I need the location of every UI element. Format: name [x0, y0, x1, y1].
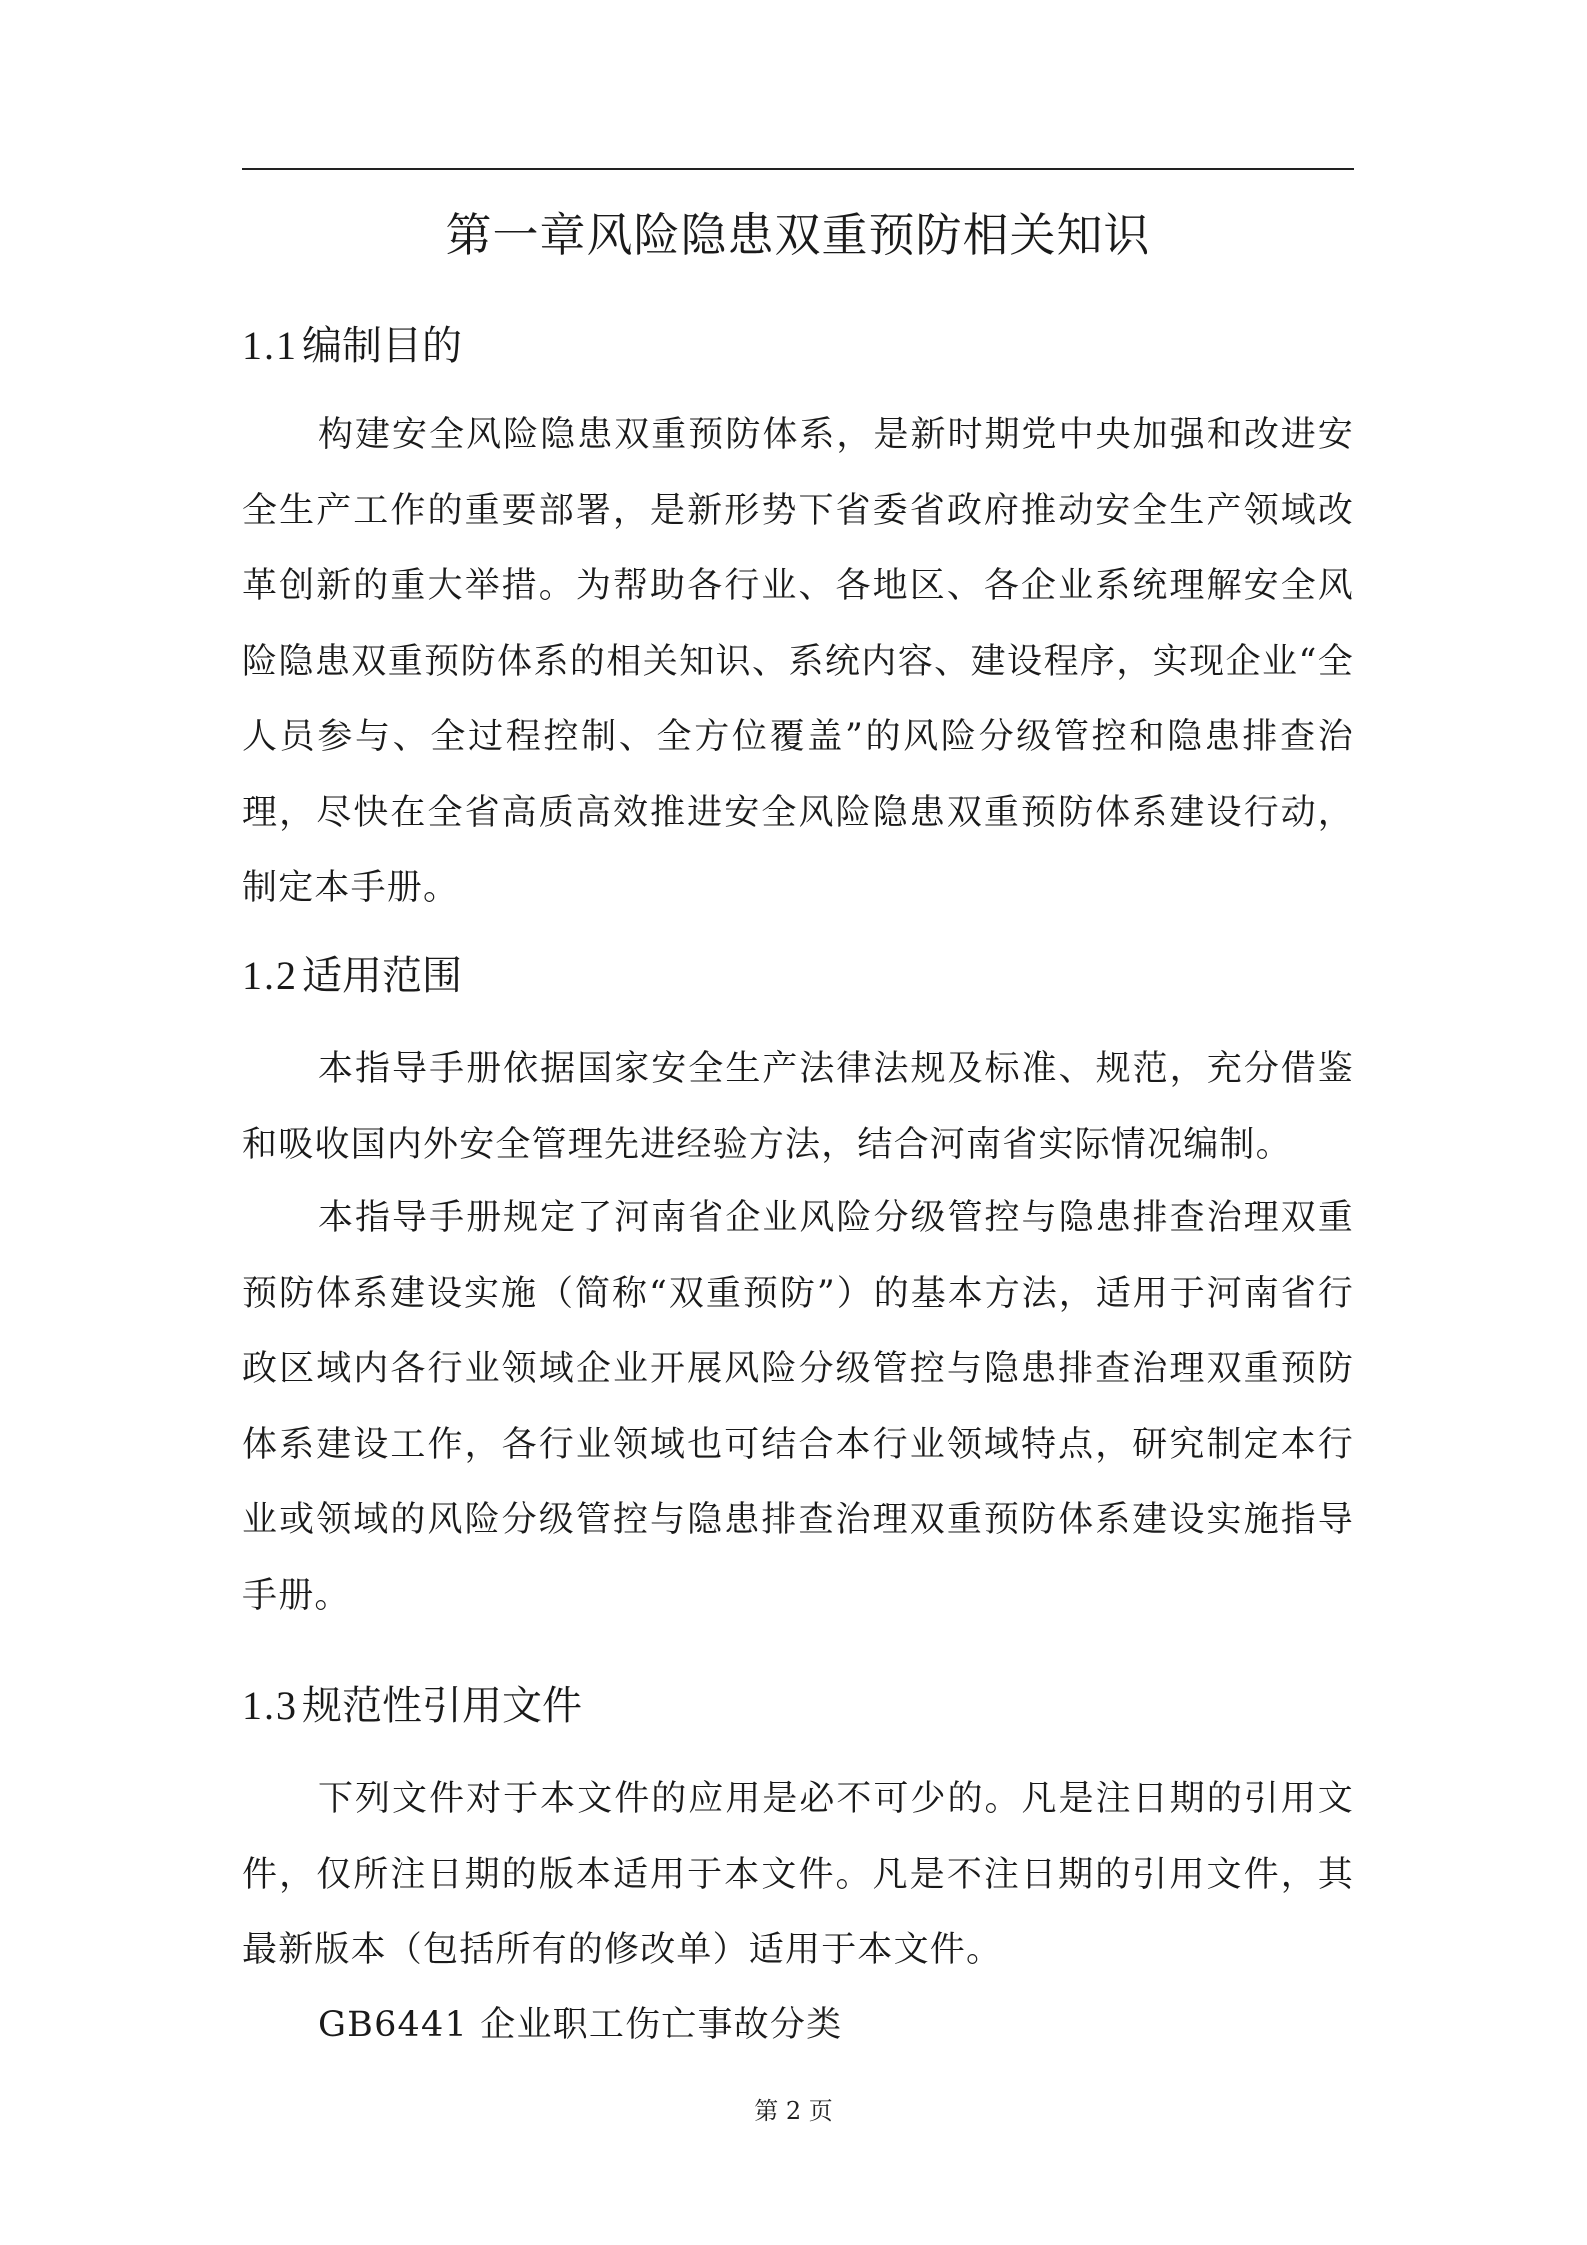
section-heading-1-3: [242, 1676, 582, 1736]
section-number: 1.1: [242, 323, 298, 368]
paragraph-scope-basis: 本指导手册依据国家安全生产法律法规及标准、规范，充分借鉴和吸收国内外安全管理先进经验方法，结合河南省实际情况编制。: [242, 1049, 1354, 1165]
section-title: 适用范围: [302, 953, 462, 999]
paragraph-scope-application: 本指导手册规定了河南省企业风险分级管控与隐患排查治理双重预防体系建设实施（简称“双重预防”）的基本方法，适用于河南省行政区域内各行业领域企业开展风险分级管控与隐患排查治理双重预防体系建设工作，各行业领域也可结合本行业领域特点，研究制定本行业或领域的风险分级管控与隐患排查治理双重预防体系建设实施指导手册。: [242, 1198, 1354, 1616]
page-title: 第一章风险隐患双重预防相关知识: [445, 208, 1151, 262]
section-number: 1.2: [242, 953, 298, 998]
page-number-footer: 第 2 页: [754, 2097, 833, 2125]
section-title: 规范性引用文件: [302, 1683, 582, 1729]
paragraph-purpose: 构建安全风险隐患双重预防体系，是新时期党中央加强和改进安全生产工作的重要部署，是新形势下省委省政府推动安全生产领域改革创新的重大举措。为帮助各行业、各地区、各企业系统理解安全风险隐患双重预防体系的相关知识、系统内容、建设程序，实现企业“全人员参与、全过程控制、全方位覆盖”的风险分级管控和隐患排查治理，尽快在全省高质高效推进安全风险隐患双重预防体系建设行动，制定本手册。: [242, 415, 1354, 908]
section-heading-1-1: [242, 316, 462, 376]
paragraph-references-intro: 下列文件对于本文件的应用是必不可少的。凡是注日期的引用文件，仅所注日期的版本适用于本文件。凡是不注日期的引用文件，其最新版本（包括所有的修改单）适用于本文件。: [242, 1779, 1354, 1970]
section-number: 1.3: [242, 1683, 298, 1728]
reference-item-gb6441: GB6441 企业职工伤亡事故分类: [318, 2005, 843, 2045]
header-rule: [242, 168, 1354, 170]
section-heading-1-2: [242, 946, 462, 1006]
section-title: 编制目的: [302, 323, 462, 369]
